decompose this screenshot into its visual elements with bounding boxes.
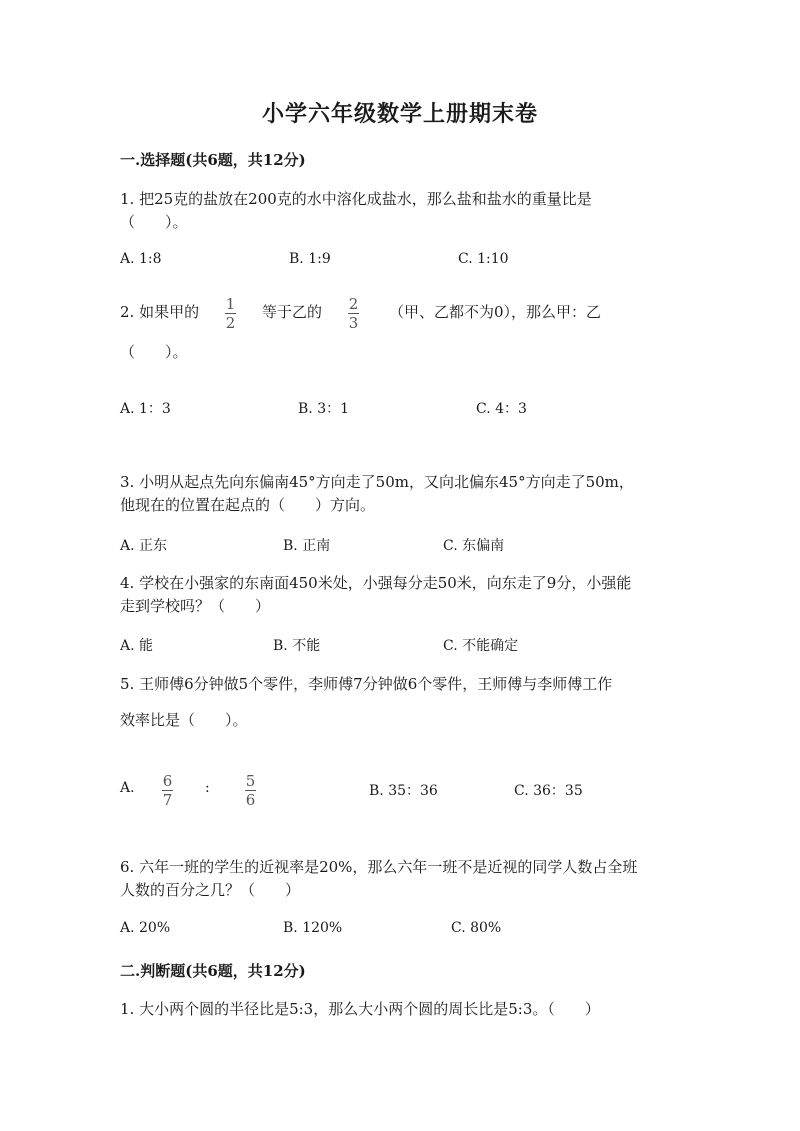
question-text: 等于乙的 bbox=[262, 303, 323, 321]
option-c: C. 不能确定 bbox=[443, 638, 519, 654]
question-text: 6. 六年一班的学生的近视率是20%，那么六年一班不是近视的同学人数占全班 bbox=[120, 858, 638, 876]
fraction bbox=[225, 296, 236, 331]
question-text: 走到学校吗？（ ） bbox=[120, 597, 271, 615]
option-a: A. 20% bbox=[120, 920, 171, 936]
option-b: B. 3：1 bbox=[298, 401, 350, 417]
fraction-numerator: 2 bbox=[348, 295, 359, 313]
question-text: 效率比是（ ）。 bbox=[120, 711, 248, 729]
option-a: A. 1:8 bbox=[120, 251, 162, 267]
fraction-numerator: 1 bbox=[225, 295, 236, 313]
question-text: 1. 大小两个圆的半径比是5:3，那么大小两个圆的周长比是5:3。（ ） bbox=[120, 1000, 600, 1018]
page-title: 小学六年级数学上册期末卷 bbox=[261, 101, 538, 127]
option-a: A. 正东 bbox=[120, 538, 168, 554]
fraction bbox=[162, 773, 173, 808]
option-c: C. 4：3 bbox=[476, 401, 527, 417]
question-text: （甲、乙都不为0），那么甲：乙 bbox=[389, 303, 602, 321]
option-b: B. 35：36 bbox=[369, 783, 438, 799]
fraction-denominator: 7 bbox=[162, 791, 173, 809]
question-text: 2. 如果甲的 bbox=[120, 303, 200, 321]
option-b: B. 120% bbox=[283, 920, 343, 936]
fraction-numerator: 5 bbox=[245, 772, 256, 790]
question-text: 3. 小明从起点先向东偏南45°方向走了50m，又向北偏东45°方向走了50m， bbox=[120, 473, 634, 491]
ratio-separator: : bbox=[205, 780, 210, 796]
section-heading: 一.选择题(共6题，共12分) bbox=[120, 151, 306, 169]
option-a: A. bbox=[120, 780, 135, 796]
option-c: C. 东偏南 bbox=[443, 538, 505, 554]
fraction-numerator: 6 bbox=[162, 772, 173, 790]
fraction bbox=[245, 773, 256, 808]
question-text: 5. 王师傅6分钟做5个零件，李师傅7分钟做6个零件，王师傅与李师傅工作 bbox=[120, 675, 613, 693]
option-a: A. 能 bbox=[120, 638, 154, 654]
question-text: 人数的百分之几？（ ） bbox=[120, 881, 301, 899]
fraction-denominator: 2 bbox=[225, 314, 236, 332]
question-text: 他现在的位置在起点的（ ）方向。 bbox=[120, 496, 376, 514]
option-c: C. 36：35 bbox=[514, 783, 583, 799]
question-text: 1. 把25克的盐放在200克的水中溶化成盐水，那么盐和盐水的重量比是 bbox=[120, 190, 592, 208]
fraction bbox=[348, 296, 359, 331]
option-b: B. 1:9 bbox=[289, 251, 331, 267]
fraction-denominator: 3 bbox=[348, 314, 359, 332]
option-c: C. 1:10 bbox=[458, 251, 509, 267]
section-heading: 二.判断题(共6题，共12分) bbox=[120, 962, 306, 980]
question-text: （ ）。 bbox=[120, 343, 188, 361]
option-b: B. 正南 bbox=[283, 538, 331, 554]
fraction-denominator: 6 bbox=[245, 791, 256, 809]
option-c: C. 80% bbox=[451, 920, 502, 936]
question-text: 4. 学校在小强家的东南面450米处，小强每分走50米，向东走了9分，小强能 bbox=[120, 574, 632, 592]
option-b: B. 不能 bbox=[273, 638, 321, 654]
question-text: （ ）。 bbox=[120, 213, 188, 231]
option-a: A. 1：3 bbox=[120, 401, 171, 417]
